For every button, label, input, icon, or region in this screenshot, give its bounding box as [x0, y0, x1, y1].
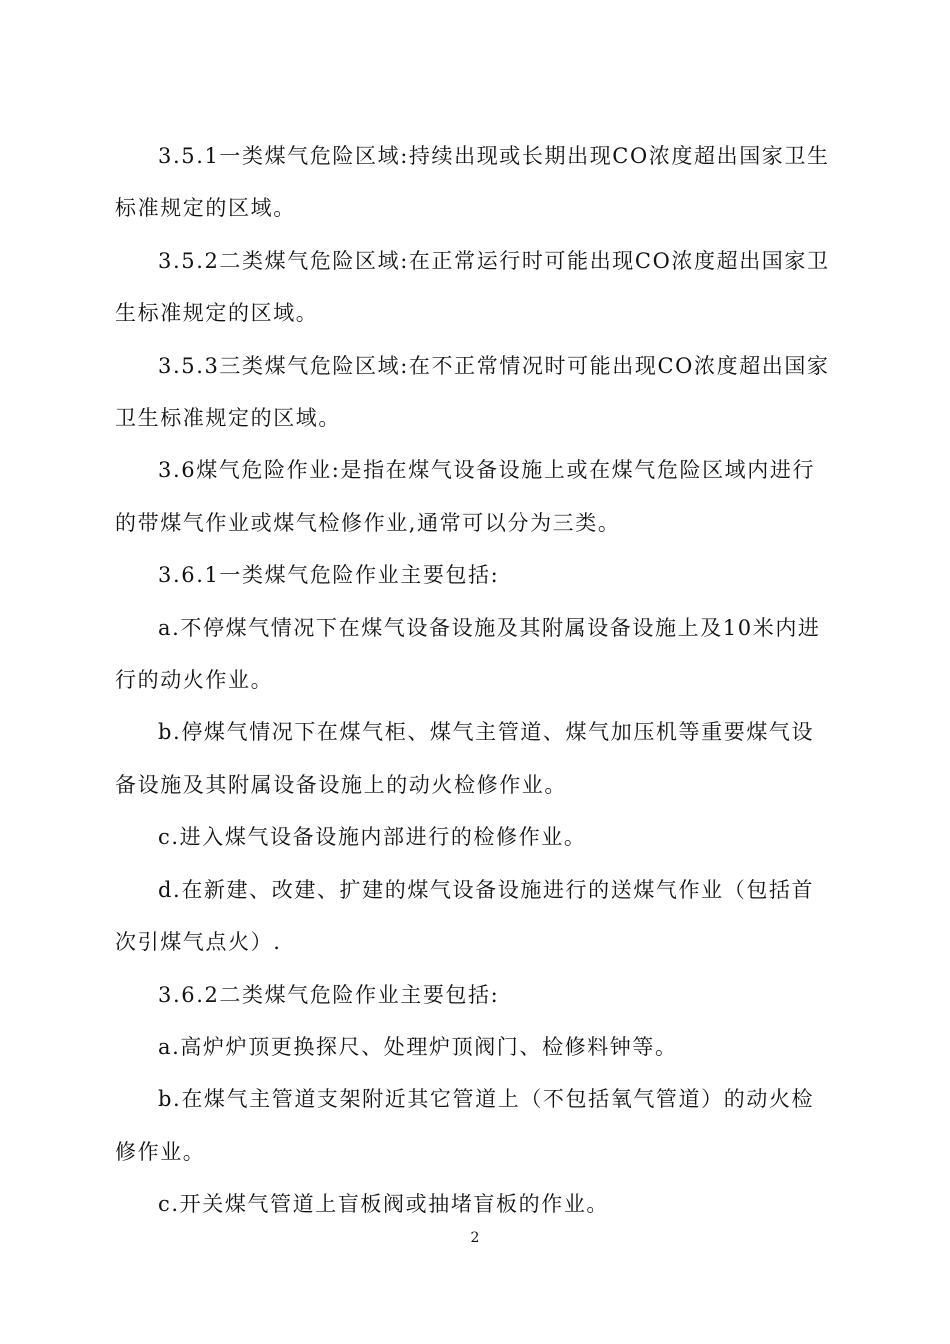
page-number: 2 [470, 1230, 480, 1246]
list-item-3-6-1-d: d.在新建、改建、扩建的煤气设备设施进行的送煤气作业（包括首次引煤气点火）. [115, 877, 815, 955]
list-item-3-6-1-c: c.进入煤气设备设施内部进行的检修作业。 [158, 825, 587, 850]
document-body [115, 130, 835, 1231]
paragraph-3-5-2: 3.5.2二类煤气危险区域:在正常运行时可能出现CO浓度超出国家卫生标准规定的区域。 [115, 248, 830, 326]
paragraph-3-5-1: 3.5.1一类煤气危险区域:持续出现或长期出现CO浓度超出国家卫生标准规定的区域。 [115, 144, 830, 221]
list-item-3-6-1-b: b.停煤气情况下在煤气柜、煤气主管道、煤气加压机等重要煤气设备设施及其附属设备设施上的动火检修作业。 [115, 720, 815, 797]
list-item-3-6-2-c: c.开关煤气管道上盲板阀或抽堵盲板的作业。 [158, 1192, 610, 1217]
list-item-3-6-2-b: b.在煤气主管道支架附近其它管道上（不包括氧气管道）的动火检修作业。 [115, 1087, 815, 1164]
paragraph-3-6: 3.6煤气危险作业:是指在煤气设备设施上或在煤气危险区域内进行的带煤气作业或煤气检修作业,通常可以分为三类。 [115, 458, 816, 535]
list-item-3-6-2-a: a.高炉炉顶更换探尺、处理炉顶阀门、检修料钟等。 [158, 1034, 678, 1059]
paragraph-3-6-2-heading: 3.6.2二类煤气危险作业主要包括: [158, 982, 500, 1007]
list-item-3-6-1-a: a.不停煤气情况下在煤气设备设施及其附属设备设施上及10米内进行的动火作业。 [115, 615, 821, 693]
paragraph-3-6-1-heading: 3.6.1一类煤气危险作业主要包括: [158, 563, 500, 588]
paragraph-3-5-3: 3.5.3三类煤气危险区域:在不正常情况时可能出现CO浓度超出国家卫生标准规定的区域。 [115, 353, 830, 431]
